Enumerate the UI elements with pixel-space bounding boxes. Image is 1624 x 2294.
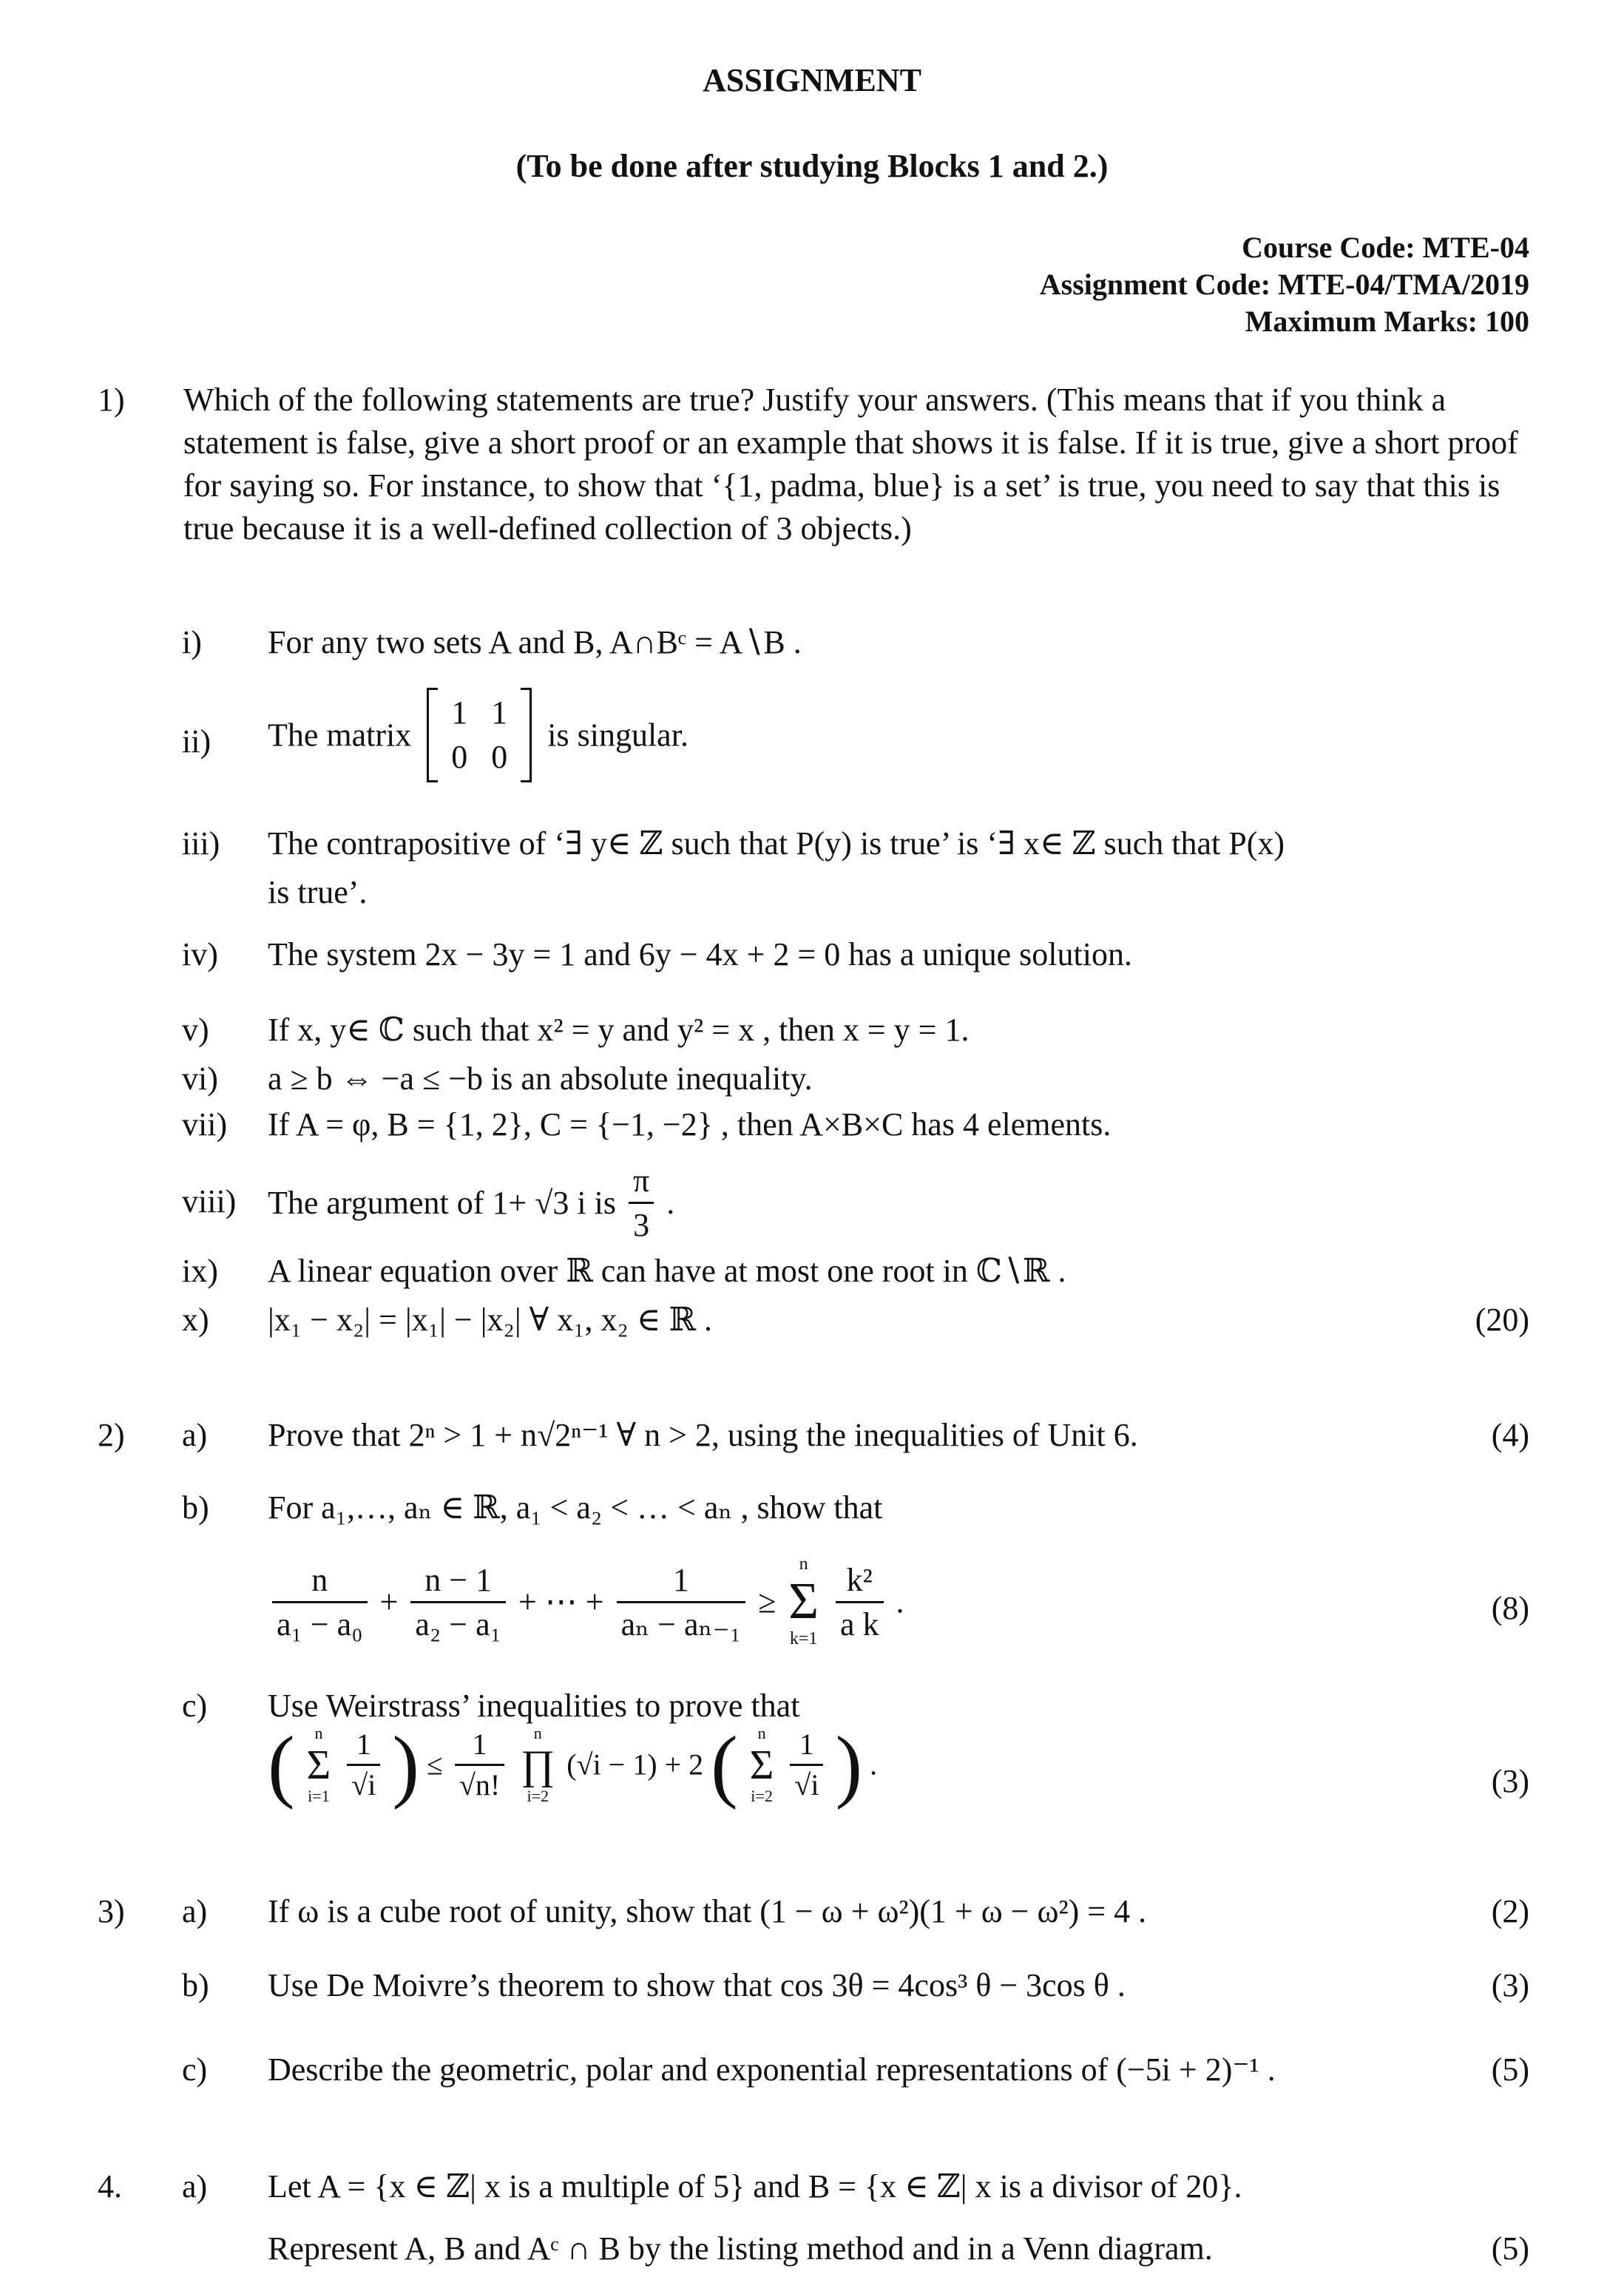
item-text-continued: is true’.: [268, 874, 368, 910]
item-text: |x₁ − x₂| = |x₁| − |x₂| ∀ x₁, x₂ ∈ ℝ .: [268, 1302, 713, 1338]
item-text: For a₁,…, aₙ ∈ ℝ, a₁ < a₂ < … < aₙ , show that: [268, 1489, 883, 1526]
fraction-numerator: 1: [672, 1561, 689, 1598]
item-label: ix): [182, 1253, 218, 1289]
fraction-numerator: n − 1: [424, 1561, 493, 1598]
item-label: b): [182, 1967, 209, 2003]
fraction-denominator: a₁ − a₀: [272, 1601, 368, 1645]
item-text: .: [666, 1185, 675, 1222]
period: .: [896, 1583, 904, 1620]
marks: (3): [1491, 1763, 1529, 1799]
matrix-cell: 1: [491, 694, 508, 731]
matrix: [427, 688, 532, 782]
product-upper: n: [533, 1724, 542, 1742]
summation: [307, 1723, 331, 1807]
item-label: a): [182, 1893, 208, 1929]
question-number: 3): [98, 1893, 125, 1929]
marks: (4): [1491, 1417, 1529, 1453]
item-label: iii): [182, 825, 220, 862]
product-icon: ∏: [521, 1742, 555, 1788]
item-label: b): [182, 1489, 209, 1526]
item-label: vii): [182, 1106, 228, 1143]
item-label: a): [182, 1417, 208, 1453]
fraction-denominator: a₂ − a₁: [410, 1601, 506, 1645]
item-label: x): [182, 1302, 209, 1338]
question-1-intro: Which of the following statements are true? Justify your answers. (This means that if you think a statement is false, give a short proof or an example that shows it is false. If it is true, give a short proof for saying so. For instance, to show that ‘{1, padma, blue} is a set’ is true, you need to say that this is true because it is a well-defined collection of 3 objects.): [183, 382, 1518, 547]
sum-lower: i=1: [308, 1786, 330, 1805]
item-text: Let A = {x ∈ ℤ| x is a multiple of 5} and B = {x ∈ ℤ| x is a divisor of 20}.: [268, 2168, 1242, 2205]
marks: (8): [1491, 1590, 1529, 1626]
fraction-denominator: √n!: [455, 1764, 504, 1804]
marks: (5): [1491, 2230, 1529, 2267]
summation: [750, 1723, 774, 1807]
fraction-numerator: 1: [356, 1728, 371, 1762]
matrix-cell: 0: [491, 739, 508, 775]
item-text: Use De Moivre’s theorem to show that cos 3θ = 4cos³ θ − 3cos θ .: [268, 1967, 1126, 2003]
item-label: v): [182, 1012, 209, 1048]
item-text: The system 2x − 3y = 1 and 6y − 4x + 2 = 0 has a unique solution.: [268, 936, 1132, 972]
sum-upper: n: [757, 1724, 766, 1742]
item-text: A linear equation over ℝ can have at most one root in ℂ∖ℝ .: [268, 1253, 1066, 1289]
fraction: [836, 1559, 884, 1645]
fraction-denominator: 3: [629, 1202, 654, 1246]
left-paren-icon: (: [268, 1719, 295, 1810]
geq-sign: ≥: [758, 1583, 777, 1620]
marks: (20): [1475, 1302, 1529, 1338]
fraction-numerator: π: [632, 1163, 650, 1199]
fraction-denominator: √i: [790, 1764, 823, 1804]
fraction: [629, 1160, 654, 1246]
item-text: is singular.: [547, 717, 688, 754]
item-text: If x, y∈ ℂ such that x² = y and y² = x , then x = y = 1.: [268, 1012, 970, 1048]
formula-b: [268, 1553, 904, 1651]
fraction: [410, 1559, 506, 1645]
item-text: For any two sets A and B, A∩Bᶜ = A∖B .: [268, 624, 802, 660]
item-label: i): [182, 624, 202, 660]
item-label: iv): [182, 936, 218, 972]
right-paren-icon: ): [392, 1719, 419, 1810]
fraction-numerator: 1: [472, 1728, 487, 1762]
fraction-denominator: a k: [836, 1601, 884, 1645]
plus-sign: +: [379, 1583, 399, 1620]
item-fraction-statement: [268, 1160, 674, 1246]
item-text: Describe the geometric, polar and exponential representations of (−5i + 2)⁻¹ .: [268, 2051, 1276, 2088]
item-label: viii): [182, 1183, 237, 1219]
formula-c: [268, 1719, 878, 1810]
sigma-icon: Σ: [749, 1742, 774, 1788]
fraction-numerator: n: [311, 1561, 328, 1598]
fraction-numerator: k²: [846, 1561, 873, 1598]
right-paren-icon: ): [835, 1719, 863, 1810]
sum-lower: i=2: [751, 1786, 773, 1805]
ellipsis-term: + ⋯ +: [518, 1583, 604, 1620]
page-title: ASSIGNMENT: [703, 62, 921, 98]
product: [521, 1723, 555, 1807]
item-label: c): [182, 1688, 208, 1724]
marks: (2): [1491, 1893, 1529, 1929]
item-text: The matrix: [268, 717, 412, 754]
fraction-denominator: √i: [347, 1764, 380, 1804]
sum-upper: n: [314, 1724, 323, 1742]
matrix-cell: 0: [451, 739, 468, 775]
period: .: [870, 1747, 878, 1782]
item-label: c): [182, 2051, 208, 2088]
marks: (3): [1491, 1967, 1529, 2003]
item-text-continued: Represent A, B and Aᶜ ∩ B by the listing method and in a Venn diagram.: [268, 2230, 1213, 2267]
fraction: [272, 1559, 368, 1645]
fraction: [347, 1725, 380, 1804]
item-text: The argument of 1+ √3 i is: [268, 1185, 616, 1222]
question-number: 4.: [98, 2168, 122, 2205]
item-label: vi): [182, 1060, 218, 1097]
summation: [788, 1553, 819, 1651]
item-text: Prove that 2ⁿ > 1 + n√2ⁿ⁻¹ ∀ n > 2, using the inequalities of Unit 6.: [268, 1417, 1138, 1453]
page-subtitle: (To be done after studying Blocks 1 and 2.): [515, 148, 1109, 184]
item-text: Use Weirstrass’ inequalities to prove that: [268, 1688, 800, 1724]
assignment-code: Assignment Code: MTE-04/TMA/2019: [1039, 268, 1529, 301]
fraction: [617, 1559, 746, 1645]
product-body: (√i − 1) + 2: [566, 1747, 704, 1782]
marks: (5): [1491, 2051, 1529, 2088]
fraction: [455, 1725, 504, 1804]
item-text: If A = φ, B = {1, 2}, C = {−1, −2} , then A×B×C has 4 elements.: [268, 1106, 1112, 1143]
item-matrix-statement: [268, 688, 688, 782]
item-label: ii): [182, 723, 212, 759]
sigma-icon: Σ: [788, 1573, 819, 1631]
item-text: The contrapositive of ‘∃ y∈ ℤ such that P(y) is true’ is ‘∃ x∈ ℤ such that P(x): [268, 825, 1285, 862]
sum-upper: n: [799, 1554, 808, 1574]
fraction-numerator: 1: [799, 1728, 814, 1762]
item-text: If ω is a cube root of unity, show that (1 − ω + ω²)(1 + ω − ω²) = 4 .: [268, 1893, 1147, 1929]
item-text: a ≥ b ⇔ −a ≤ −b is an absolute inequality.: [268, 1060, 813, 1097]
sum-lower: k=1: [789, 1629, 818, 1649]
fraction: [790, 1725, 823, 1804]
course-code: Course Code: MTE-04: [1242, 231, 1529, 264]
fraction-denominator: aₙ − aₙ₋₁: [617, 1601, 746, 1645]
item-label: a): [182, 2168, 208, 2205]
course-info: [1040, 229, 1529, 340]
max-marks: Maximum Marks: 100: [1245, 305, 1529, 338]
product-lower: i=2: [527, 1786, 549, 1805]
matrix-cell: 1: [451, 694, 468, 731]
leq-sign: ≤: [426, 1747, 443, 1782]
question-number: 2): [98, 1417, 125, 1453]
left-paren-icon: (: [711, 1719, 738, 1810]
sigma-icon: Σ: [306, 1742, 331, 1788]
question-number: 1): [98, 382, 125, 418]
